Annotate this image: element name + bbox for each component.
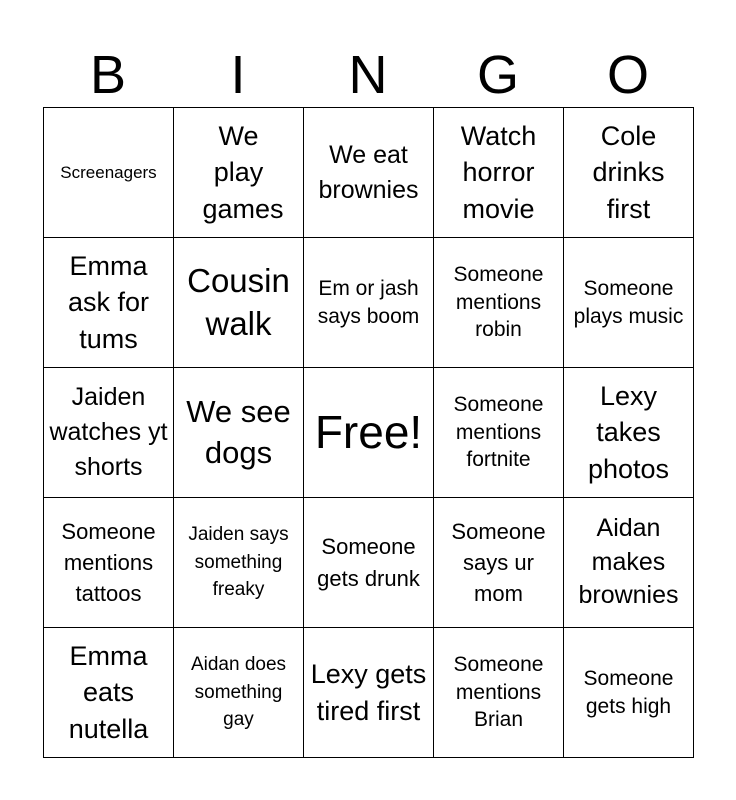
cell-text: Aidan makes brownies [578, 513, 679, 610]
cell-text: Someone gets drunk [317, 534, 420, 591]
header-letter-o: O [606, 45, 649, 105]
bingo-cell-r4-c4[interactable] [434, 498, 564, 628]
bingo-cell-r5-c1[interactable] [44, 628, 174, 758]
header-letter-i: I [230, 45, 246, 105]
bingo-cell-r5-c5[interactable] [564, 628, 694, 758]
cell-text: Em or jash says boom [317, 276, 420, 328]
cell-text: Lexy takes photos [587, 380, 670, 484]
bingo-board [43, 107, 694, 758]
bingo-cell-r3-c4[interactable] [434, 368, 564, 498]
cell-text: Someone mentions tattoos [61, 518, 156, 607]
header-letter-n: N [348, 45, 388, 105]
bingo-cell-r5-c2[interactable] [174, 628, 304, 758]
bingo-cell-r4-c1[interactable] [44, 498, 174, 628]
cell-text: Someone says ur mom [451, 518, 546, 607]
bingo-cell-r3-c1[interactable] [44, 368, 174, 498]
cell-text: Someone mentions robin [453, 262, 544, 342]
cell-text: Emma ask for tums [67, 250, 150, 354]
bingo-cell-r2-c2[interactable] [174, 238, 304, 368]
header-letter-b: B [89, 45, 127, 105]
cell-text: Someone mentions Brian [453, 652, 544, 732]
bingo-cell-r1-c4[interactable] [434, 108, 564, 238]
bingo-cell-r1-c5[interactable] [564, 108, 694, 238]
bingo-cell-r5-c3[interactable] [304, 628, 434, 758]
bingo-cell-r5-c4[interactable] [434, 628, 564, 758]
bingo-cell-r3-c5[interactable] [564, 368, 694, 498]
bingo-cell-r4-c5[interactable] [564, 498, 694, 628]
bingo-cell-r1-c1[interactable] [44, 108, 174, 238]
cell-text: Emma eats nutella [68, 640, 149, 744]
cell-text: Cole drinks first [592, 120, 665, 224]
bingo-cell-r4-c2[interactable] [174, 498, 304, 628]
cell-text: Lexy gets tired first [310, 659, 427, 726]
cell-text: Someone mentions fortnite [453, 392, 544, 472]
cell-text: Someone plays music [573, 276, 684, 328]
cell-text: Free! [314, 406, 423, 459]
bingo-cell-r1-c3[interactable] [304, 108, 434, 238]
cell-text: We see dogs [186, 394, 291, 470]
header-letter-g: G [476, 45, 519, 105]
bingo-header [43, 44, 693, 106]
cell-text: Jaiden says something freaky [188, 524, 289, 601]
bingo-cell-r4-c3[interactable] [304, 498, 434, 628]
cell-text: We play games [202, 120, 284, 224]
cell-text: Watch horror movie [460, 120, 537, 224]
cell-text: Cousin walk [187, 261, 290, 342]
cell-text: Screenagers [60, 162, 157, 182]
bingo-cell-r1-c2[interactable] [174, 108, 304, 238]
bingo-cell-r3-c2[interactable] [174, 368, 304, 498]
cell-text: Jaiden watches yt shorts [49, 383, 168, 481]
cell-text: Someone gets high [583, 666, 674, 718]
bingo-cell-r2-c4[interactable] [434, 238, 564, 368]
bingo-cell-free[interactable] [304, 368, 434, 498]
bingo-cell-r2-c3[interactable] [304, 238, 434, 368]
cell-text: We eat brownies [318, 140, 419, 204]
cell-text: Aidan does something gay [190, 654, 287, 731]
bingo-cell-r2-c5[interactable] [564, 238, 694, 368]
bingo-cell-r2-c1[interactable] [44, 238, 174, 368]
